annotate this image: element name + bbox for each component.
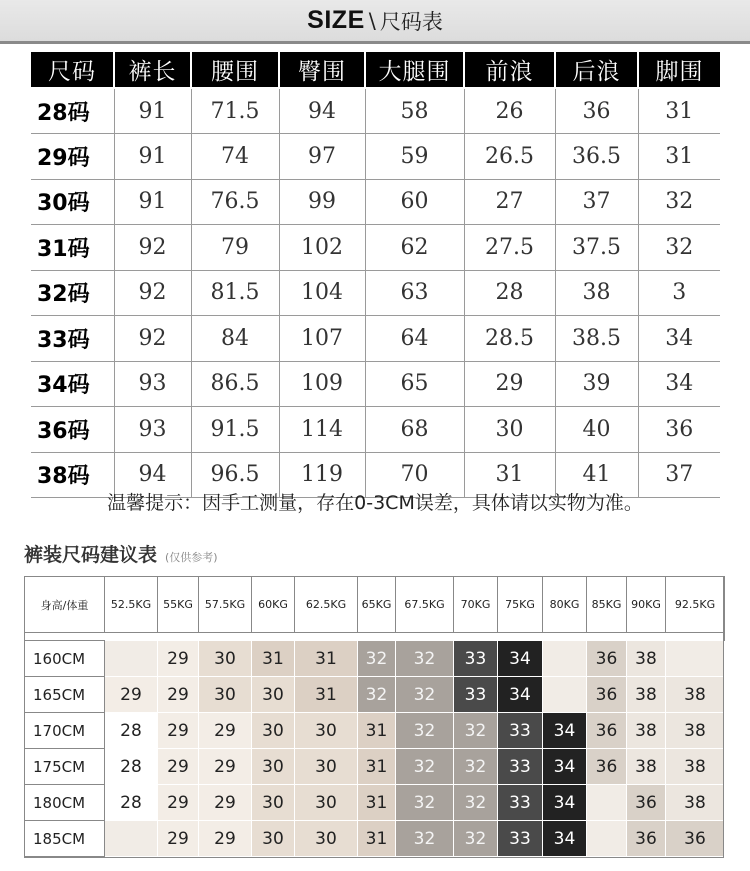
- size-value: 86.5: [191, 361, 279, 407]
- recommended-size-cell: 38: [627, 749, 666, 785]
- recommended-size-cell: 30: [295, 785, 358, 821]
- size-value: 31: [464, 452, 555, 498]
- recommended-size-cell: 38: [627, 677, 666, 713]
- table-row: [25, 713, 725, 749]
- recommended-size-cell: 31: [358, 713, 396, 749]
- recommended-size-cell: 38: [666, 749, 725, 785]
- size-value: 37.5: [555, 225, 638, 271]
- size-value: 119: [279, 452, 365, 498]
- size-column-header: 脚围: [638, 52, 720, 88]
- size-value: 104: [279, 270, 365, 316]
- size-value: 32: [638, 225, 720, 271]
- weight-column-header: 92.5KG: [666, 577, 725, 633]
- size-value: 60: [365, 179, 464, 225]
- size-column-header: 裤长: [114, 52, 191, 88]
- recommended-size-cell: 33: [498, 821, 543, 857]
- size-column-header: 臀围: [279, 52, 365, 88]
- recommended-size-cell: 29: [199, 713, 252, 749]
- size-value: 37: [555, 179, 638, 225]
- size-value: 68: [365, 407, 464, 453]
- recommended-size-cell: 34: [543, 821, 587, 857]
- recommended-size-cell: 29: [158, 677, 199, 713]
- recommended-size-cell: [587, 821, 627, 857]
- size-value: 38.5: [555, 316, 638, 362]
- recommended-size-cell: 33: [454, 677, 498, 713]
- size-table-body: [31, 88, 720, 498]
- size-value: 59: [365, 134, 464, 180]
- recommended-size-cell: 31: [358, 821, 396, 857]
- size-value: 36: [638, 407, 720, 453]
- height-label: 180CM: [25, 785, 105, 821]
- recommended-size-cell: 29: [199, 749, 252, 785]
- size-value: 3: [638, 270, 720, 316]
- size-value: 38: [555, 270, 638, 316]
- size-value: 62: [365, 225, 464, 271]
- recommended-size-cell: 34: [543, 713, 587, 749]
- recommended-size-cell: 34: [543, 785, 587, 821]
- recommended-size-cell: [587, 785, 627, 821]
- weight-column-header: 85KG: [587, 577, 627, 633]
- recommended-size-cell: 33: [498, 785, 543, 821]
- recommended-size-cell: 31: [295, 641, 358, 677]
- recommended-size-cell: 34: [543, 749, 587, 785]
- size-value: 97: [279, 134, 365, 180]
- recommended-size-cell: [105, 641, 158, 677]
- recommended-size-cell: [105, 821, 158, 857]
- size-heading: SIZE: [307, 6, 365, 34]
- size-value: 107: [279, 316, 365, 362]
- size-value: 79: [191, 225, 279, 271]
- weight-column-header: 75KG: [498, 577, 543, 633]
- size-value: 64: [365, 316, 464, 362]
- size-label: 31码: [31, 225, 114, 271]
- size-value: 96.5: [191, 452, 279, 498]
- recommended-size-cell: 28: [105, 785, 158, 821]
- table-row: [31, 407, 720, 453]
- recommended-size-cell: 29: [199, 821, 252, 857]
- table-row: [25, 749, 725, 785]
- weight-column-header: 67.5KG: [396, 577, 454, 633]
- recommended-size-cell: 36: [627, 821, 666, 857]
- weight-column-header: 57.5KG: [199, 577, 252, 633]
- size-value: 41: [555, 452, 638, 498]
- recommended-size-cell: [666, 641, 725, 677]
- size-value: 92: [114, 225, 191, 271]
- recommended-size-cell: [543, 641, 587, 677]
- recommendation-header: [25, 577, 725, 633]
- recommended-size-cell: 30: [252, 713, 295, 749]
- size-value: 31: [638, 88, 720, 134]
- size-value: 74: [191, 134, 279, 180]
- size-value: 71.5: [191, 88, 279, 134]
- table-row: [31, 179, 720, 225]
- size-value: 93: [114, 361, 191, 407]
- table-row: [25, 785, 725, 821]
- recommended-size-cell: 32: [396, 785, 454, 821]
- recommended-size-cell: 32: [358, 677, 396, 713]
- table-row: [31, 270, 720, 316]
- size-value: 27.5: [464, 225, 555, 271]
- recommended-size-cell: 33: [498, 713, 543, 749]
- recommended-size-cell: 30: [295, 821, 358, 857]
- size-value: 58: [365, 88, 464, 134]
- size-value: 84: [191, 316, 279, 362]
- recommended-size-cell: 32: [396, 821, 454, 857]
- recommended-size-cell: 36: [587, 749, 627, 785]
- recommended-size-cell: 36: [587, 677, 627, 713]
- size-value: 81.5: [191, 270, 279, 316]
- recommended-size-cell: 32: [396, 677, 454, 713]
- weight-column-header: 90KG: [627, 577, 666, 633]
- size-value: 91.5: [191, 407, 279, 453]
- size-column-header: 大腿围: [365, 52, 464, 88]
- recommended-size-cell: 38: [666, 785, 725, 821]
- recommended-size-cell: 34: [498, 677, 543, 713]
- size-value: 94: [114, 452, 191, 498]
- recommended-size-cell: 29: [158, 713, 199, 749]
- recommended-size-cell: 31: [358, 749, 396, 785]
- recommended-size-cell: 32: [454, 821, 498, 857]
- size-value: 91: [114, 88, 191, 134]
- size-label: 36码: [31, 407, 114, 453]
- size-value: 37: [638, 452, 720, 498]
- recommendation-subtitle: (仅供参考): [165, 551, 218, 564]
- size-value: 26: [464, 88, 555, 134]
- size-value: 28.5: [464, 316, 555, 362]
- recommended-size-cell: 32: [454, 749, 498, 785]
- size-column-header: 后浪: [555, 52, 638, 88]
- recommended-size-cell: 36: [666, 821, 725, 857]
- size-chart-title: 尺码表: [379, 9, 443, 34]
- recommended-size-cell: 36: [587, 641, 627, 677]
- header-separator: \: [368, 8, 376, 33]
- size-value: 92: [114, 270, 191, 316]
- size-label: 38码: [31, 452, 114, 498]
- size-label: 32码: [31, 270, 114, 316]
- size-label: 30码: [31, 179, 114, 225]
- measurement-note: 温馨提示：因手工测量，存在0-3CM误差，具体请以实物为准。: [107, 492, 643, 514]
- recommended-size-cell: 32: [454, 713, 498, 749]
- size-value: 63: [365, 270, 464, 316]
- height-label: 165CM: [25, 677, 105, 713]
- recommended-size-cell: 28: [105, 749, 158, 785]
- size-value: 94: [279, 88, 365, 134]
- size-label: 33码: [31, 316, 114, 362]
- weight-column-header: 52.5KG: [105, 577, 158, 633]
- recommended-size-cell: 30: [199, 677, 252, 713]
- size-value: 99: [279, 179, 365, 225]
- recommended-size-cell: 33: [454, 641, 498, 677]
- height-label: 185CM: [25, 821, 105, 857]
- recommended-size-cell: 29: [158, 785, 199, 821]
- size-value: 40: [555, 407, 638, 453]
- size-value: 91: [114, 134, 191, 180]
- size-label: 28码: [31, 88, 114, 134]
- height-label: 160CM: [25, 641, 105, 677]
- recommended-size-cell: 36: [627, 785, 666, 821]
- size-value: 34: [638, 361, 720, 407]
- height-label: 170CM: [25, 713, 105, 749]
- recommended-size-cell: 30: [295, 749, 358, 785]
- recommended-size-cell: 38: [666, 713, 725, 749]
- table-row: [25, 641, 725, 677]
- size-value: 31: [638, 134, 720, 180]
- size-label: 29码: [31, 134, 114, 180]
- recommended-size-cell: 30: [252, 785, 295, 821]
- table-row: [31, 88, 720, 134]
- height-label: 175CM: [25, 749, 105, 785]
- recommended-size-cell: 38: [627, 713, 666, 749]
- weight-column-header: 55KG: [158, 577, 199, 633]
- recommended-size-cell: 29: [158, 821, 199, 857]
- recommended-size-cell: 38: [666, 677, 725, 713]
- recommended-size-cell: 36: [587, 713, 627, 749]
- table-row: [25, 677, 725, 713]
- recommended-size-cell: 32: [454, 785, 498, 821]
- size-value: 26.5: [464, 134, 555, 180]
- recommended-size-cell: [543, 677, 587, 713]
- recommended-size-cell: 29: [158, 749, 199, 785]
- recommended-size-cell: 32: [358, 641, 396, 677]
- recommended-size-cell: 33: [498, 749, 543, 785]
- table-row: [31, 225, 720, 271]
- weight-column-header: 60KG: [252, 577, 295, 633]
- size-value: 36.5: [555, 134, 638, 180]
- recommendation-table: [24, 576, 725, 857]
- size-value: 32: [638, 179, 720, 225]
- recommendation-title-text: 裤装尺码建议表: [24, 544, 158, 566]
- size-column-header: 腰围: [191, 52, 279, 88]
- size-value: 36: [555, 88, 638, 134]
- table-row: [31, 361, 720, 407]
- recommendation-body: [25, 633, 725, 857]
- recommended-size-cell: 29: [158, 641, 199, 677]
- recommended-size-cell: 32: [396, 749, 454, 785]
- recommended-size-cell: 30: [252, 749, 295, 785]
- size-value: 114: [279, 407, 365, 453]
- size-column-header: 前浪: [464, 52, 555, 88]
- table-row: [31, 316, 720, 362]
- recommended-size-cell: 29: [199, 785, 252, 821]
- height-weight-corner: 身高/体重: [25, 577, 105, 633]
- recommended-size-cell: 31: [252, 641, 295, 677]
- weight-column-header: 80KG: [543, 577, 587, 633]
- size-label: 34码: [31, 361, 114, 407]
- size-value: 109: [279, 361, 365, 407]
- table-spacer: [25, 633, 725, 641]
- size-value: 70: [365, 452, 464, 498]
- recommended-size-cell: 30: [252, 677, 295, 713]
- table-row: [31, 134, 720, 180]
- recommended-size-cell: 30: [295, 713, 358, 749]
- weight-column-header: 65KG: [358, 577, 396, 633]
- recommendation-title: [24, 540, 218, 567]
- size-table: [31, 52, 720, 498]
- size-value: 76.5: [191, 179, 279, 225]
- size-value: 91: [114, 179, 191, 225]
- size-value: 39: [555, 361, 638, 407]
- recommended-size-cell: 34: [498, 641, 543, 677]
- size-table-header: [31, 52, 720, 88]
- recommended-size-cell: 30: [199, 641, 252, 677]
- spacer-cell: [25, 633, 725, 641]
- recommended-size-cell: 32: [396, 641, 454, 677]
- recommended-size-cell: 28: [105, 713, 158, 749]
- size-value: 92: [114, 316, 191, 362]
- size-value: 34: [638, 316, 720, 362]
- recommended-size-cell: 31: [295, 677, 358, 713]
- recommended-size-cell: 29: [105, 677, 158, 713]
- size-value: 30: [464, 407, 555, 453]
- weight-column-header: 70KG: [454, 577, 498, 633]
- size-value: 102: [279, 225, 365, 271]
- size-value: 93: [114, 407, 191, 453]
- recommended-size-cell: 30: [252, 821, 295, 857]
- size-value: 27: [464, 179, 555, 225]
- recommended-size-cell: 32: [396, 713, 454, 749]
- weight-column-header: 62.5KG: [295, 577, 358, 633]
- recommended-size-cell: 31: [358, 785, 396, 821]
- header-banner: [0, 0, 750, 44]
- size-value: 65: [365, 361, 464, 407]
- size-value: 29: [464, 361, 555, 407]
- recommended-size-cell: 38: [627, 641, 666, 677]
- table-row: [25, 821, 725, 857]
- size-value: 28: [464, 270, 555, 316]
- size-column-header: 尺码: [31, 52, 114, 88]
